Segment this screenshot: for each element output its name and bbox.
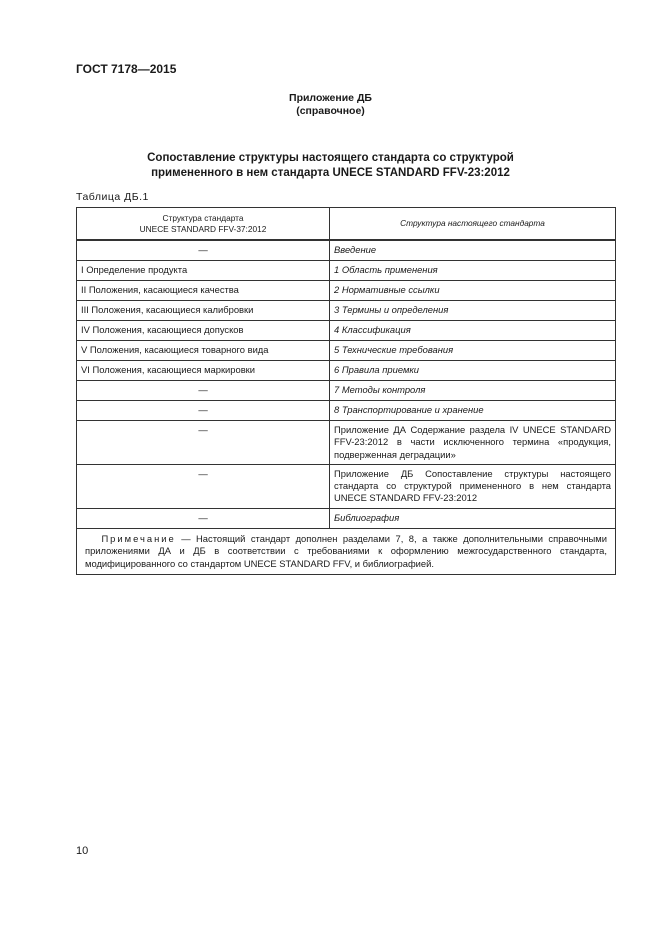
header-right: Структура настоящего стандарта: [330, 208, 616, 241]
cell-unece: —: [77, 401, 330, 421]
cell-gost: 4 Классификация: [330, 321, 616, 341]
table-row: [77, 401, 616, 421]
heading-line-1: Сопоставление структуры настоящего стандарта со структурой: [147, 152, 514, 164]
cell-gost: Библиография: [330, 508, 616, 528]
table-row: [77, 261, 616, 281]
cell-unece: VI Положения, касающиеся маркировки: [77, 361, 330, 381]
cell-gost: Приложение ДА Содержание раздела IV UNECE STANDARD FFV-23:2012 в части исключенного термина «продукция, подверженная деградации»: [330, 421, 616, 465]
cell-gost: 5 Технические требования: [330, 341, 616, 361]
cell-gost: 7 Методы контроля: [330, 381, 616, 401]
page-number: 10: [76, 845, 89, 857]
cell-gost: 3 Термины и определения: [330, 301, 616, 321]
cell-unece: III Положения, касающиеся калибровки: [77, 301, 330, 321]
table-row: [77, 321, 616, 341]
table-row: [77, 464, 616, 508]
cell-unece: —: [77, 464, 330, 508]
standard-number: ГОСТ 7178—2015: [76, 62, 177, 76]
cell-unece: IV Положения, касающиеся допусков: [77, 321, 330, 341]
table-row: [77, 341, 616, 361]
cell-gost: 8 Транспортирование и хранение: [330, 401, 616, 421]
cell-unece: II Положения, касающиеся качества: [77, 281, 330, 301]
appendix-name: Приложение ДБ: [289, 92, 372, 104]
table-row: [77, 381, 616, 401]
table-row: [77, 301, 616, 321]
table-row: [77, 281, 616, 301]
table-note-row: [77, 528, 616, 575]
cell-gost: Приложение ДБ Сопоставление структуры настоящего стандарта со структурой примененного в нем стандарта UNECE STANDARD FFV-23:2012: [330, 464, 616, 508]
section-heading: [0, 151, 661, 181]
comparison-table: [76, 207, 616, 575]
heading-line-2: примененного в нем стандарта UNECE STANDARD FFV-23:2012: [151, 167, 510, 179]
table-row: [77, 361, 616, 381]
appendix-title: [0, 92, 661, 118]
table-row: [77, 240, 616, 261]
cell-unece: V Положения, касающиеся товарного вида: [77, 341, 330, 361]
header-left-line-2: UNECE STANDARD FFV-37:2012: [139, 223, 267, 234]
table-note: [77, 528, 616, 575]
cell-unece: I Определение продукта: [77, 261, 330, 281]
cell-unece: —: [77, 381, 330, 401]
table-caption: Таблица ДБ.1: [76, 191, 149, 203]
table-header-row: [77, 208, 616, 241]
note-text: — Настоящий стандарт дополнен разделами 7, 8, а также дополнительными справочными приложениями ДА и ДБ в соответствии с требованиями к оформлению межгосударственного стандарта, модифицированного со стандартом UNECE STANDARD FFV, и библиографией.: [85, 532, 607, 569]
table-row: [77, 508, 616, 528]
appendix-type: (справочное): [296, 105, 365, 117]
cell-gost: 2 Нормативные ссылки: [330, 281, 616, 301]
cell-unece: —: [77, 240, 330, 261]
header-left-line-1: Структура стандарта: [162, 212, 244, 223]
cell-gost: 1 Область применения: [330, 261, 616, 281]
cell-gost: 6 Правила приемки: [330, 361, 616, 381]
cell-gost: Введение: [330, 240, 616, 261]
cell-unece: —: [77, 508, 330, 528]
header-left: [77, 208, 330, 241]
cell-unece: —: [77, 421, 330, 465]
note-label: Примечание: [101, 532, 176, 544]
table-row: [77, 421, 616, 465]
